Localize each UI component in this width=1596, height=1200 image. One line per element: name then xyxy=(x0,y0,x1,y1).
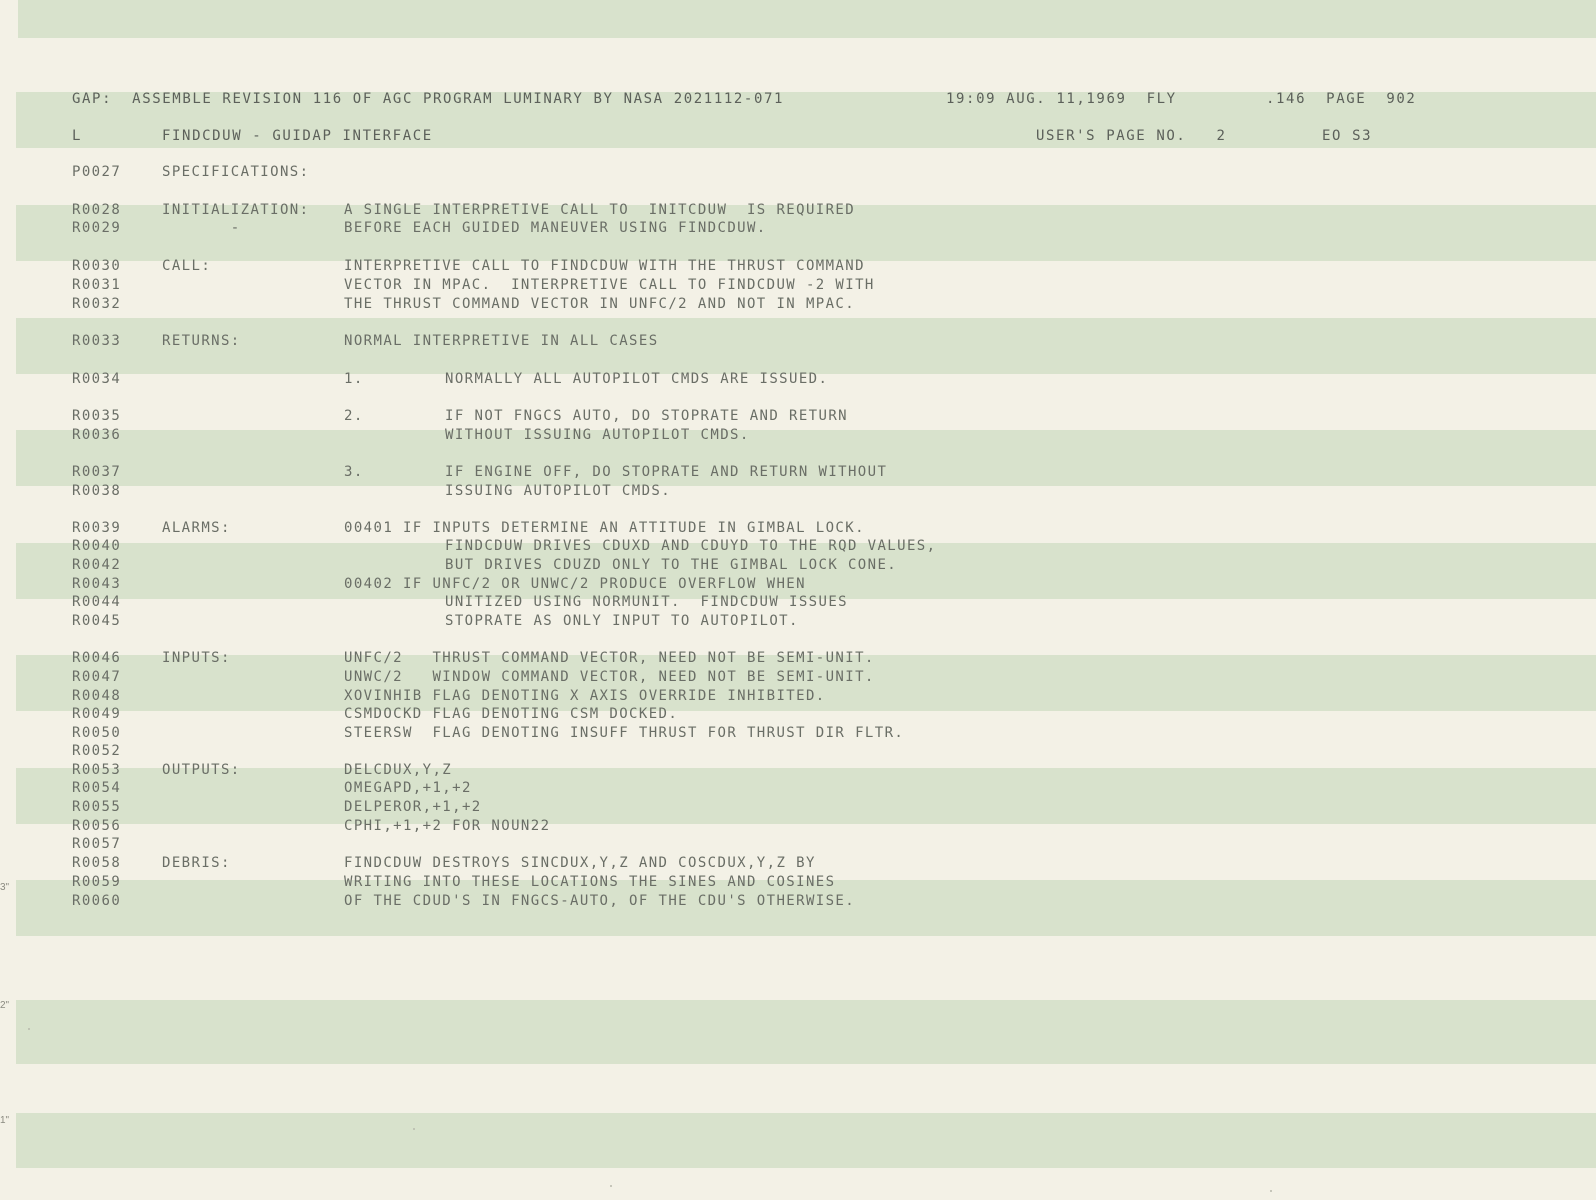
line-number: R0039 xyxy=(72,520,122,536)
line-text: A SINGLE INTERPRETIVE CALL TO INITCDUW IS REQUIRED xyxy=(344,202,856,218)
line-text: CPHI,+1,+2 FOR NOUN22 xyxy=(344,818,551,834)
paper-band xyxy=(16,1000,1596,1064)
assembly-header: GAP: ASSEMBLE REVISION 116 OF AGC PROGRAM LUMINARY BY NASA 2021112-071 xyxy=(72,91,785,107)
routine-title: FINDCDUW - GUIDAP INTERFACE xyxy=(162,128,433,144)
line-number: R0053 xyxy=(72,762,122,778)
line-text: NORMAL INTERPRETIVE IN ALL CASES xyxy=(344,333,659,349)
line-text: OMEGAPD,+1,+2 xyxy=(344,780,472,796)
line-number: R0043 xyxy=(72,576,122,592)
line-subtext: UNITIZED USING NORMUNIT. FINDCDUW ISSUES xyxy=(445,594,848,610)
page-number: .146 PAGE 902 xyxy=(1266,91,1417,107)
margin-inch-mark: 1" xyxy=(0,1115,10,1126)
line-text: WRITING INTO THESE LOCATIONS THE SINES AND COSINES xyxy=(344,874,836,890)
line-number: R0034 xyxy=(72,371,122,387)
line-text: DELPEROR,+1,+2 xyxy=(344,799,482,815)
line-number: R0052 xyxy=(72,743,122,759)
line-number: R0058 xyxy=(72,855,122,871)
section-label: - xyxy=(162,220,241,236)
assembly-timestamp: 19:09 AUG. 11,1969 FLY xyxy=(946,91,1177,107)
line-number: R0031 xyxy=(72,277,122,293)
paper-band xyxy=(16,318,1596,374)
paper-speck xyxy=(413,1128,415,1130)
line-text: STEERSW FLAG DENOTING INSUFF THRUST FOR THRUST DIR FLTR. xyxy=(344,725,905,741)
line-number: R0048 xyxy=(72,688,122,704)
line-number: R0060 xyxy=(72,893,122,909)
line-number: R0045 xyxy=(72,613,122,629)
line-number: R0035 xyxy=(72,408,122,424)
line-text: XOVINHIB FLAG DENOTING X AXIS OVERRIDE INHIBITED. xyxy=(344,688,826,704)
line-text: BEFORE EACH GUIDED MANEUVER USING FINDCDUW. xyxy=(344,220,767,236)
line-number: R0029 xyxy=(72,220,122,236)
margin-inch-mark: 3" xyxy=(0,882,10,893)
line-text: UNFC/2 THRUST COMMAND VECTOR, NEED NOT BE SEMI-UNIT. xyxy=(344,650,875,666)
line-text: 00401 IF INPUTS DETERMINE AN ATTITUDE IN GIMBAL LOCK. xyxy=(344,520,865,536)
line-number: R0046 xyxy=(72,650,122,666)
line-number: R0055 xyxy=(72,799,122,815)
line-subtext: IF NOT FNGCS AUTO, DO STOPRATE AND RETURN xyxy=(445,408,848,424)
line-subtext: IF ENGINE OFF, DO STOPRATE AND RETURN WITHOUT xyxy=(445,464,888,480)
section-label: INPUTS: xyxy=(162,650,231,666)
line-subtext: NORMALLY ALL AUTOPILOT CMDS ARE ISSUED. xyxy=(445,371,829,387)
line-number: R0059 xyxy=(72,874,122,890)
line-number: R0033 xyxy=(72,333,122,349)
line-text: INTERPRETIVE CALL TO FINDCDUW WITH THE THRUST COMMAND xyxy=(344,258,865,274)
line-number: R0042 xyxy=(72,557,122,573)
line-text: DELCDUX,Y,Z xyxy=(344,762,453,778)
line-text: 3. xyxy=(344,464,364,480)
line-text: FINDCDUW DESTROYS SINCDUX,Y,Z AND COSCDUX,Y,Z BY xyxy=(344,855,816,871)
users-page-number: USER'S PAGE NO. 2 xyxy=(1036,128,1227,144)
line-number: R0032 xyxy=(72,296,122,312)
paper-speck xyxy=(1270,1190,1272,1192)
line-number: R0047 xyxy=(72,669,122,685)
line-text: 1. xyxy=(344,371,364,387)
line-number: R0036 xyxy=(72,427,122,443)
listing-type: L xyxy=(72,128,83,144)
line-number: R0050 xyxy=(72,725,122,741)
paper-speck xyxy=(28,1028,30,1030)
paper-band xyxy=(16,1113,1596,1168)
line-number: R0038 xyxy=(72,483,122,499)
section-label: INITIALIZATION: xyxy=(162,202,310,218)
section-label: CALL: xyxy=(162,258,212,274)
line-text: OF THE CDUD'S IN FNGCS-AUTO, OF THE CDU'S OTHERWISE. xyxy=(344,893,856,909)
section-label: ALARMS: xyxy=(162,520,231,536)
line-number: R0037 xyxy=(72,464,122,480)
paper-band xyxy=(18,0,1596,38)
line-number: P0027 xyxy=(72,164,122,180)
line-subtext: FINDCDUW DRIVES CDUXD AND CDUYD TO THE RQD VALUES, xyxy=(445,538,937,554)
line-number: R0054 xyxy=(72,780,122,796)
line-text: 00402 IF UNFC/2 OR UNWC/2 PRODUCE OVERFLOW WHEN xyxy=(344,576,806,592)
paper-speck xyxy=(610,1185,612,1187)
line-number: R0030 xyxy=(72,258,122,274)
line-text: VECTOR IN MPAC. INTERPRETIVE CALL TO FINDCDUW -2 WITH xyxy=(344,277,875,293)
line-text: THE THRUST COMMAND VECTOR IN UNFC/2 AND NOT IN MPAC. xyxy=(344,296,856,312)
line-number: R0049 xyxy=(72,706,122,722)
line-number: R0057 xyxy=(72,836,122,852)
line-number: R0056 xyxy=(72,818,122,834)
eo-label: EO S3 xyxy=(1322,128,1373,144)
section-label: OUTPUTS: xyxy=(162,762,241,778)
line-subtext: STOPRATE AS ONLY INPUT TO AUTOPILOT. xyxy=(445,613,799,629)
section-label: DEBRIS: xyxy=(162,855,231,871)
line-text: CSMDOCKD FLAG DENOTING CSM DOCKED. xyxy=(344,706,679,722)
line-number: R0040 xyxy=(72,538,122,554)
line-number: R0028 xyxy=(72,202,122,218)
line-subtext: ISSUING AUTOPILOT CMDS. xyxy=(445,483,672,499)
line-text: 2. xyxy=(344,408,364,424)
line-text: UNWC/2 WINDOW COMMAND VECTOR, NEED NOT BE SEMI-UNIT. xyxy=(344,669,875,685)
margin-inch-mark: 2" xyxy=(0,1000,10,1011)
paper-band xyxy=(16,768,1596,824)
line-subtext: WITHOUT ISSUING AUTOPILOT CMDS. xyxy=(445,427,750,443)
line-subtext: BUT DRIVES CDUZD ONLY TO THE GIMBAL LOCK CONE. xyxy=(445,557,898,573)
section-label: RETURNS: xyxy=(162,333,241,349)
line-number: R0044 xyxy=(72,594,122,610)
section-label: SPECIFICATIONS: xyxy=(162,164,310,180)
